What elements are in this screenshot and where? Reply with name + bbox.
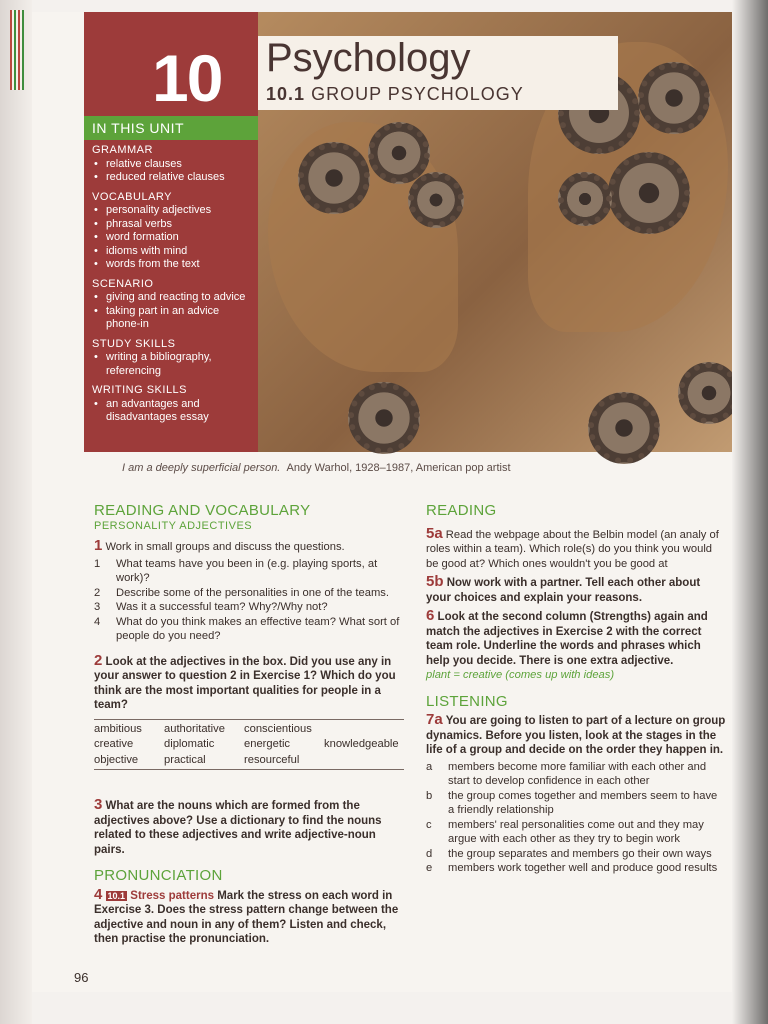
book-page xyxy=(32,12,732,992)
exercise-number: 6 xyxy=(426,607,435,624)
unit-section-heading: VOCABULARY xyxy=(92,190,172,203)
section-heading: READING AND VOCABULARY xyxy=(94,502,311,519)
exercise-1-questions xyxy=(94,557,404,644)
exercise-instruction: Work in small groups and discuss the questions. xyxy=(105,541,345,553)
unit-section-item: • word formation xyxy=(106,231,254,245)
unit-section xyxy=(92,191,254,272)
exercise-1 xyxy=(94,539,404,555)
list-item-key: 1 xyxy=(94,557,101,570)
unit-section xyxy=(92,144,254,185)
adjective-word: knowledgeable xyxy=(324,738,399,750)
unit-section-item: • phrasal verbs xyxy=(106,218,254,232)
unit-section-item: • an advantages and disadvantages essay xyxy=(106,398,254,425)
adjective-word: practical xyxy=(164,753,206,766)
exercise-example: plant = creative (comes up with ideas) xyxy=(426,669,615,681)
exercise-instruction: What are the nouns which are formed from the adjectives above? Use a dictionary to find the nouns related to these adjectives and write adjective-noun pairs. xyxy=(94,800,382,856)
exercise-number: 4 xyxy=(94,885,103,903)
page-number: 96 xyxy=(74,970,89,985)
exercise-4 xyxy=(94,885,404,947)
exercise-number: 1 xyxy=(94,537,103,554)
gear-icon xyxy=(678,362,732,424)
gear-icon xyxy=(588,392,660,464)
list-item xyxy=(426,847,726,862)
unit-section-item: • reduced relative clauses xyxy=(106,171,254,185)
unit-section-item: • idioms with mind xyxy=(106,245,254,259)
unit-quote xyxy=(122,462,511,474)
exercise-2 xyxy=(94,651,404,713)
adjective-word: objective xyxy=(94,753,139,766)
unit-section-items xyxy=(92,158,254,185)
gear-icon xyxy=(368,122,430,184)
exercise-number: 5b xyxy=(426,573,444,590)
exercise-instruction: Read the webpage about the Belbin model (an analy of roles within a team). Which role(s) do you think you would be good at? Which ones wouldn't you be good at xyxy=(426,528,719,570)
unit-section-item: • taking part in an advice phone-in xyxy=(106,305,254,332)
list-item xyxy=(94,600,404,615)
exercise-instruction: Look at the second column (Strengths) again and match the adjectives in Exercise 2 with the correct team role. Underline the words and phrases which help you decide. There is one extra adjective. xyxy=(426,611,708,667)
unit-section-items xyxy=(92,351,254,378)
list-item xyxy=(94,557,404,586)
gear-icon xyxy=(408,172,464,228)
lesson-number: 10.1 xyxy=(266,84,306,104)
exercise-5b xyxy=(426,575,726,605)
list-item-key: d xyxy=(426,847,433,860)
gear-icon xyxy=(298,142,370,214)
gear-icon xyxy=(638,62,710,134)
list-item-key: e xyxy=(426,862,433,874)
adjective-word: energetic xyxy=(244,738,291,750)
unit-section-item: • giving and reacting to advice xyxy=(106,291,254,305)
exercise-instruction: You are going to listen to part of a lecture on group dynamics. Before you listen, look at the stages in the life of a group and decide on the order they happen in. xyxy=(426,715,726,756)
right-column xyxy=(426,504,726,876)
in-this-unit-list xyxy=(92,144,254,431)
unit-number: 10 xyxy=(152,41,222,115)
list-item-text: the group comes together and members seem to have a friendly relationship xyxy=(448,789,718,816)
section-heading: READING xyxy=(426,502,497,519)
unit-section-heading: STUDY SKILLS xyxy=(92,337,176,350)
list-item-text: What do you think makes an effective team? What sort of people do you need? xyxy=(116,615,400,642)
adjective-word xyxy=(324,722,414,737)
audio-track-badge[interactable]: 10.1 xyxy=(107,890,126,901)
list-item-key: a xyxy=(426,760,433,773)
list-item xyxy=(426,861,726,876)
list-item-text: Describe some of the personalities in one of the teams. xyxy=(116,586,389,599)
list-item-text: Was it a successful team? Why?/Why not? xyxy=(116,601,328,613)
unit-header xyxy=(84,12,732,452)
list-item xyxy=(426,760,726,789)
in-this-unit-label: IN THIS UNIT xyxy=(84,116,258,140)
unit-section-items xyxy=(92,204,254,272)
section-subheading: PERSONALITY ADJECTIVES xyxy=(94,519,253,532)
unit-section-items xyxy=(92,398,254,425)
lesson-title xyxy=(266,84,524,105)
adjective-word: ambitious xyxy=(94,722,142,735)
unit-section-item: • words from the text xyxy=(106,258,254,272)
quote-author: Andy Warhol, 1928–1987, American pop artist xyxy=(286,462,511,474)
left-column xyxy=(94,504,404,947)
adjectives-box xyxy=(94,719,404,771)
adjective-word xyxy=(324,753,414,768)
section-heading: LISTENING xyxy=(426,692,508,710)
unit-section-item: • personality adjectives xyxy=(106,204,254,218)
list-item xyxy=(426,789,726,818)
exercise-7a-stages xyxy=(426,760,726,876)
unit-section xyxy=(92,278,254,332)
page-edge-stripes xyxy=(10,10,24,90)
unit-section-heading: WRITING SKILLS xyxy=(92,384,188,396)
exercise-3 xyxy=(94,798,404,857)
exercise-instruction: Now work with a partner. Tell each other about your choices and explain your reasons. xyxy=(426,577,701,604)
adjective-word: authoritative xyxy=(164,722,225,735)
quote-text: I am a deeply superficial person. xyxy=(122,462,281,474)
list-item-key: 3 xyxy=(94,601,101,613)
exercise-label: Stress patterns xyxy=(130,889,215,902)
list-item-key: b xyxy=(426,789,433,802)
unit-title: Psychology xyxy=(266,36,471,80)
unit-section-items xyxy=(92,291,254,332)
adjective-word: resourceful xyxy=(244,753,300,766)
unit-title-bar xyxy=(258,36,618,110)
list-item-text: What teams have you been in (e.g. playing sports, at work)? xyxy=(116,557,378,584)
unit-section-item: • writing a bibliography, referencing xyxy=(106,351,254,378)
unit-section xyxy=(92,338,254,379)
adjective-word: conscientious xyxy=(244,722,312,735)
unit-section xyxy=(92,384,254,425)
unit-section-item: • relative clauses xyxy=(106,158,254,172)
book-spine xyxy=(0,0,32,1024)
lesson-name: GROUP PSYCHOLOGY xyxy=(311,84,524,104)
list-item-text: the group separates and members go their own ways xyxy=(448,847,712,860)
list-item-key: c xyxy=(426,818,432,831)
gear-icon xyxy=(558,172,612,226)
list-item xyxy=(94,586,404,601)
unit-red-panel xyxy=(84,12,258,452)
exercise-5a xyxy=(426,524,726,572)
list-item-key: 2 xyxy=(94,586,101,599)
exercise-number: 7a xyxy=(426,711,443,728)
list-item-text: members' real personalities come out and they may argue with each other as they try to begin work xyxy=(448,818,704,845)
gear-icon xyxy=(348,382,420,454)
list-item xyxy=(426,818,726,847)
unit-section-heading: SCENARIO xyxy=(92,277,154,290)
list-item-key: 4 xyxy=(94,615,101,628)
exercise-6 xyxy=(426,609,726,668)
exercise-number: 3 xyxy=(94,796,103,813)
list-item-text: members work together well and produce good results xyxy=(448,862,718,874)
page-fold-shadow xyxy=(732,0,768,1024)
unit-section-heading: GRAMMAR xyxy=(92,144,153,156)
exercise-instruction: Look at the adjectives in the box. Did you use any in your answer to question 2 in Exercise 1? Which do you think are the most important qualities for people in a team? xyxy=(94,655,396,711)
exercise-number: 5a xyxy=(426,524,443,542)
exercise-7a xyxy=(426,713,726,758)
exercise-instruction: Mark the stress on each word in Exercise 3. Does the stress pattern change between the adjective and noun in any of them? Listen and check, then practise the pronunciation. xyxy=(94,889,399,945)
adjective-word: creative xyxy=(94,738,134,750)
section-heading: PRONUNCIATION xyxy=(94,867,223,884)
list-item xyxy=(94,615,404,644)
exercise-number: 2 xyxy=(94,651,103,669)
adjective-word: diplomatic xyxy=(164,738,215,750)
gear-icon xyxy=(608,152,690,234)
list-item-text: members become more familiar with each other and start to develop confidence in each other xyxy=(448,760,707,787)
